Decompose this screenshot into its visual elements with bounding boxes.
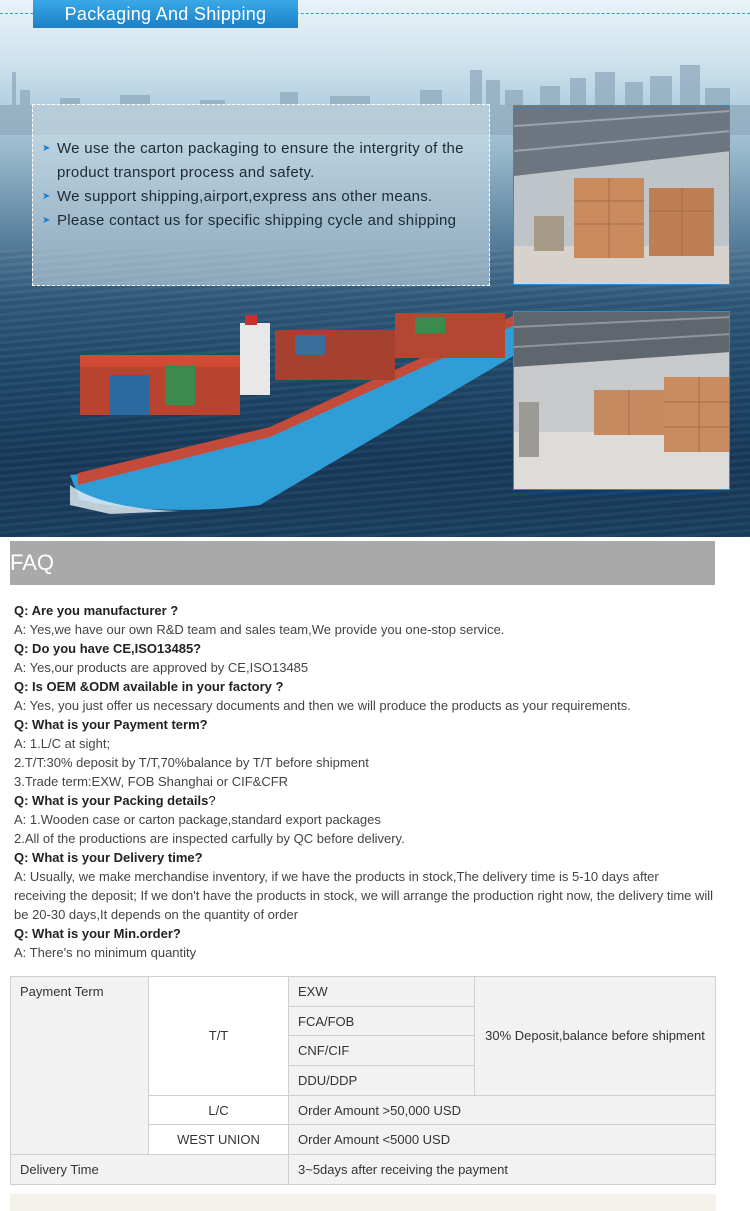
faq-item xyxy=(14,601,714,639)
faq-item xyxy=(14,677,714,715)
faq-answer: A: 1.Wooden case or carton package,standard export packages xyxy=(14,812,381,827)
table-row xyxy=(11,1155,716,1185)
warehouse-photo xyxy=(513,105,730,285)
faq-answer: A: There's no minimum quantity xyxy=(14,945,197,960)
container-ship-image xyxy=(70,295,520,515)
faq-item xyxy=(14,715,714,791)
arrow-icon: ➤ xyxy=(42,143,51,154)
trade-type-cell: CNF/CIF xyxy=(289,1036,475,1066)
packaging-banner xyxy=(0,0,750,537)
faq-question: Q: What is your Delivery time? xyxy=(14,850,203,865)
footer-strip xyxy=(10,1194,716,1211)
faq-item xyxy=(14,848,714,924)
packaging-bullet: ➤ We use the carton packaging to ensure the intergrity of the product transport process and safety. xyxy=(41,137,479,185)
arrow-icon: ➤ xyxy=(42,215,51,226)
faq-question: Q: Do you have CE,ISO13485? xyxy=(14,641,202,656)
table-row xyxy=(11,977,716,1007)
trade-type-cell: DDU/DDP xyxy=(289,1066,475,1096)
delivery-time-label: Delivery Time xyxy=(11,1155,289,1185)
faq-question: Q: What is your Min.order? xyxy=(14,926,181,941)
trade-type-cell: FCA/FOB xyxy=(289,1006,475,1036)
west-union-value: Order Amount <5000 USD xyxy=(289,1125,716,1155)
faq-item xyxy=(14,791,714,848)
packaging-info-box xyxy=(32,104,490,286)
faq-answer: 2.T/T:30% deposit by T/T,70%balance by T/T before shipment xyxy=(14,755,369,770)
delivery-time-value: 3~5days after receiving the payment xyxy=(289,1155,716,1185)
faq-answer: A: Yes, you just offer us necessary documents and then we will produce the products as your requirements. xyxy=(14,698,631,713)
faq-item xyxy=(14,639,714,677)
tt-label: T/T xyxy=(149,977,289,1096)
payment-term-label: Payment Term xyxy=(11,977,149,1155)
tt-deposit-cell: 30% Deposit,balance before shipment xyxy=(475,977,716,1096)
faq-question: Q: Are you manufacturer ? xyxy=(14,603,179,618)
faq-answer: 3.Trade term:EXW, FOB Shanghai or CIF&CFR xyxy=(14,774,289,789)
warehouse-photo xyxy=(513,311,730,490)
faq-question: Q: What is your Packing details? xyxy=(14,793,216,808)
faq-answer: A: Yes,we have our own R&D team and sales team,We provide you one-stop service. xyxy=(14,622,505,637)
lc-value: Order Amount >50,000 USD xyxy=(289,1095,716,1125)
faq-heading: FAQ xyxy=(10,541,715,585)
packaging-title: Packaging And Shipping xyxy=(33,0,298,28)
faq-answer: A: Usually, we make merchandise inventory, if we have the products in stock,The delivery time is 5-10 days after receiving the deposit; If we don't have the products in stock, we will arrange the production right now, the delivery time will be 20-30 days,It depends on the quantity of order xyxy=(14,869,714,922)
arrow-icon: ➤ xyxy=(42,191,51,202)
lc-label: L/C xyxy=(149,1095,289,1125)
faq-item xyxy=(14,924,714,962)
packaging-bullet: ➤ Please contact us for specific shipping cycle and shipping xyxy=(41,209,479,233)
faq-question: Q: Is OEM &ODM available in your factory ? xyxy=(14,679,284,694)
faq-answer: A: 1.L/C at sight; xyxy=(14,736,111,751)
faq-answer: A: Yes,our products are approved by CE,ISO13485 xyxy=(14,660,309,675)
trade-type-cell: EXW xyxy=(289,977,475,1007)
packaging-bullet: ➤ We support shipping,airport,express ans other means. xyxy=(41,185,479,209)
faq-question: Q: What is your Payment term? xyxy=(14,717,208,732)
west-union-label: WEST UNION xyxy=(149,1125,289,1155)
faq-list xyxy=(14,601,714,962)
faq-answer: 2.All of the productions are inspected carfully by QC before delivery. xyxy=(14,831,405,846)
payment-terms-table xyxy=(10,976,716,1185)
